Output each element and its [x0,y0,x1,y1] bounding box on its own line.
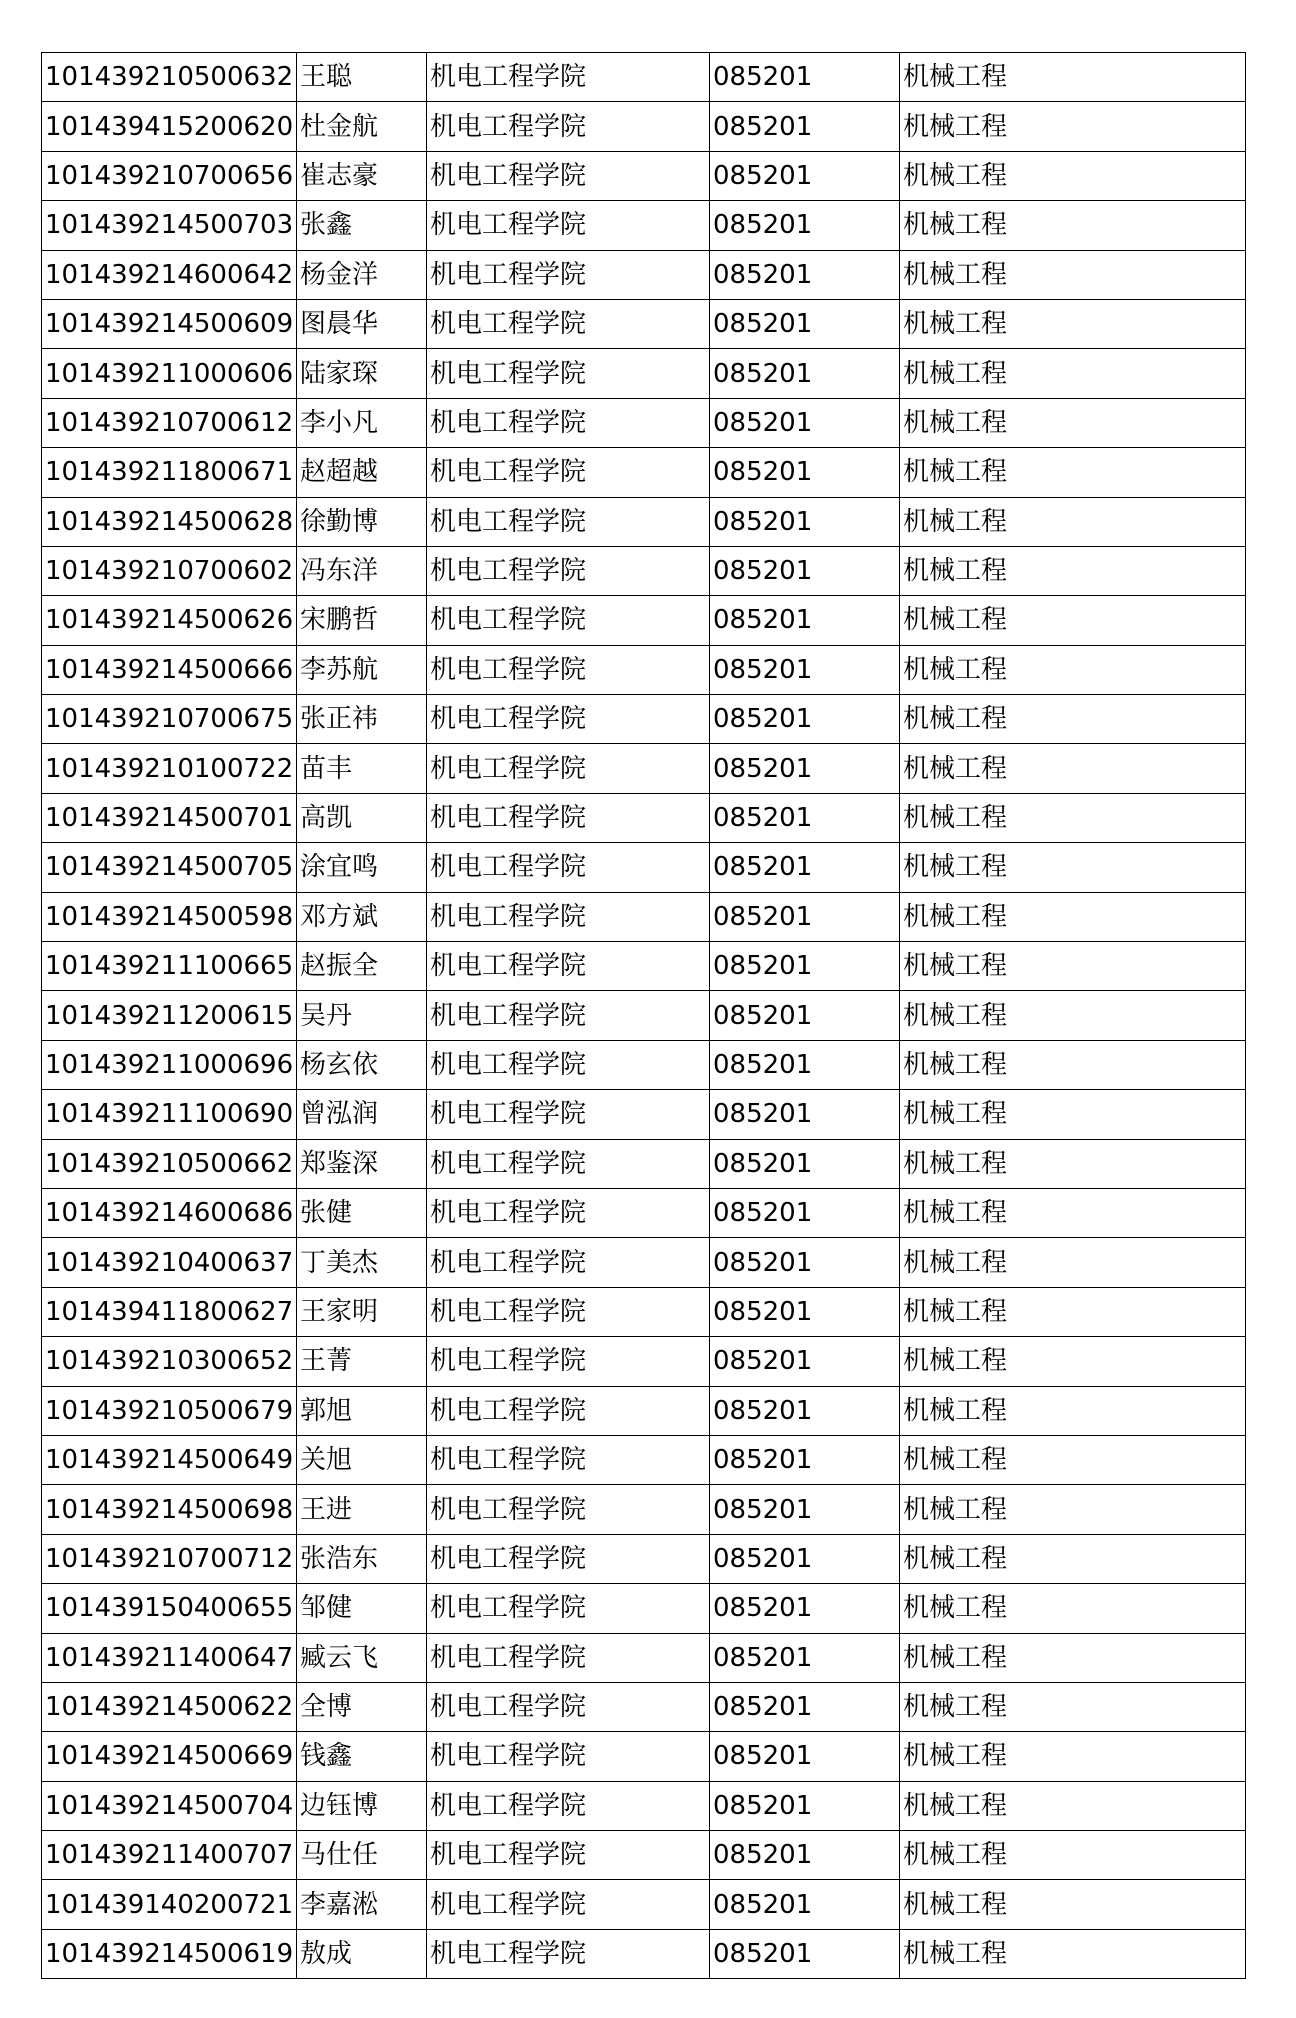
major-name-cell: 机械工程 [900,1682,1246,1731]
name-cell: 徐勤博 [297,497,427,546]
table-row [42,942,1246,991]
table-row [42,1040,1246,1089]
major-name-cell: 机械工程 [900,201,1246,250]
candidate-id-cell: 101439211000606 [42,349,297,398]
candidate-id-cell: 101439415200620 [42,102,297,151]
table-row [42,1682,1246,1731]
candidate-id-cell: 101439211400707 [42,1831,297,1880]
college-cell: 机电工程学院 [427,1435,710,1484]
name-cell: 杨金洋 [297,250,427,299]
name-cell: 臧云飞 [297,1633,427,1682]
candidate-id-cell: 101439214500701 [42,793,297,842]
major-code-cell: 085201 [710,250,900,299]
college-cell: 机电工程学院 [427,1929,710,1978]
name-cell: 李嘉淞 [297,1880,427,1929]
table-row [42,1139,1246,1188]
name-cell: 邹健 [297,1584,427,1633]
major-name-cell: 机械工程 [900,695,1246,744]
candidate-id-cell: 101439211200615 [42,991,297,1040]
major-name-cell: 机械工程 [900,53,1246,102]
college-cell: 机电工程学院 [427,151,710,200]
table-row [42,250,1246,299]
major-code-cell: 085201 [710,1682,900,1731]
name-cell: 郑鉴深 [297,1139,427,1188]
candidate-id-cell: 101439214600686 [42,1188,297,1237]
candidate-id-cell: 101439211400647 [42,1633,297,1682]
candidate-id-cell: 101439210700712 [42,1534,297,1583]
name-cell: 吴丹 [297,991,427,1040]
table-row [42,1337,1246,1386]
table-row [42,546,1246,595]
name-cell: 关旭 [297,1435,427,1484]
college-cell: 机电工程学院 [427,299,710,348]
table-row [42,1287,1246,1336]
table-row [42,1386,1246,1435]
major-code-cell: 085201 [710,299,900,348]
college-cell: 机电工程学院 [427,1287,710,1336]
name-cell: 冯东洋 [297,546,427,595]
major-name-cell: 机械工程 [900,546,1246,595]
college-cell: 机电工程学院 [427,1337,710,1386]
table-row [42,349,1246,398]
candidate-id-cell: 101439211000696 [42,1040,297,1089]
candidate-id-cell: 101439210500662 [42,1139,297,1188]
table-row [42,1781,1246,1830]
major-code-cell: 085201 [710,151,900,200]
major-name-cell: 机械工程 [900,1238,1246,1287]
college-cell: 机电工程学院 [427,1188,710,1237]
candidate-id-cell: 101439210700656 [42,151,297,200]
major-name-cell: 机械工程 [900,1287,1246,1336]
major-name-cell: 机械工程 [900,942,1246,991]
major-name-cell: 机械工程 [900,1337,1246,1386]
college-cell: 机电工程学院 [427,793,710,842]
college-cell: 机电工程学院 [427,1534,710,1583]
college-cell: 机电工程学院 [427,892,710,941]
name-cell: 丁美杰 [297,1238,427,1287]
candidate-id-cell: 101439214500619 [42,1929,297,1978]
candidate-id-cell: 101439214600642 [42,250,297,299]
candidate-id-cell: 101439211100690 [42,1090,297,1139]
candidate-id-cell: 101439214500622 [42,1682,297,1731]
name-cell: 全博 [297,1682,427,1731]
name-cell: 张浩东 [297,1534,427,1583]
candidate-id-cell: 101439210700612 [42,398,297,447]
college-cell: 机电工程学院 [427,201,710,250]
candidate-id-cell: 101439214500703 [42,201,297,250]
major-code-cell: 085201 [710,1139,900,1188]
major-name-cell: 机械工程 [900,250,1246,299]
major-code-cell: 085201 [710,596,900,645]
major-name-cell: 机械工程 [900,1435,1246,1484]
name-cell: 李苏航 [297,645,427,694]
college-cell: 机电工程学院 [427,398,710,447]
candidate-id-cell: 101439214500598 [42,892,297,941]
table-row [42,1534,1246,1583]
major-name-cell: 机械工程 [900,151,1246,200]
name-cell: 王菁 [297,1337,427,1386]
name-cell: 钱鑫 [297,1732,427,1781]
candidate-id-cell: 101439214500669 [42,1732,297,1781]
major-code-cell: 085201 [710,942,900,991]
major-name-cell: 机械工程 [900,793,1246,842]
major-code-cell: 085201 [710,1090,900,1139]
major-code-cell: 085201 [710,1880,900,1929]
table-row [42,1732,1246,1781]
candidate-id-cell: 101439214500626 [42,596,297,645]
candidate-id-cell: 101439210700675 [42,695,297,744]
candidate-id-cell: 101439210700602 [42,546,297,595]
major-code-cell: 085201 [710,1633,900,1682]
major-code-cell: 085201 [710,1732,900,1781]
major-name-cell: 机械工程 [900,645,1246,694]
name-cell: 郭旭 [297,1386,427,1435]
major-code-cell: 085201 [710,1781,900,1830]
table-row [42,892,1246,941]
college-cell: 机电工程学院 [427,645,710,694]
table-row [42,497,1246,546]
name-cell: 高凯 [297,793,427,842]
candidate-id-cell: 101439214500704 [42,1781,297,1830]
major-code-cell: 085201 [710,991,900,1040]
candidate-id-cell: 101439210500632 [42,53,297,102]
candidate-id-cell: 101439214500628 [42,497,297,546]
name-cell: 杨玄依 [297,1040,427,1089]
table-row [42,151,1246,200]
name-cell: 王进 [297,1485,427,1534]
candidate-id-cell: 101439140200721 [42,1880,297,1929]
college-cell: 机电工程学院 [427,1732,710,1781]
table-row [42,102,1246,151]
major-name-cell: 机械工程 [900,1781,1246,1830]
candidate-id-cell: 101439210100722 [42,744,297,793]
college-cell: 机电工程学院 [427,991,710,1040]
major-name-cell: 机械工程 [900,1584,1246,1633]
college-cell: 机电工程学院 [427,349,710,398]
college-cell: 机电工程学院 [427,497,710,546]
major-code-cell: 085201 [710,744,900,793]
candidate-id-cell: 101439210400637 [42,1238,297,1287]
name-cell: 敖成 [297,1929,427,1978]
major-code-cell: 085201 [710,695,900,744]
major-name-cell: 机械工程 [900,991,1246,1040]
major-code-cell: 085201 [710,1534,900,1583]
name-cell: 马仕任 [297,1831,427,1880]
table-row [42,991,1246,1040]
major-code-cell: 085201 [710,349,900,398]
table-row [42,695,1246,744]
major-name-cell: 机械工程 [900,497,1246,546]
table-row [42,744,1246,793]
name-cell: 李小凡 [297,398,427,447]
college-cell: 机电工程学院 [427,1682,710,1731]
college-cell: 机电工程学院 [427,596,710,645]
major-code-cell: 085201 [710,1188,900,1237]
name-cell: 陆家琛 [297,349,427,398]
candidate-id-cell: 101439214500705 [42,843,297,892]
college-cell: 机电工程学院 [427,1633,710,1682]
major-name-cell: 机械工程 [900,1040,1246,1089]
table-row [42,1188,1246,1237]
college-cell: 机电工程学院 [427,1386,710,1435]
name-cell: 张健 [297,1188,427,1237]
major-code-cell: 085201 [710,1238,900,1287]
name-cell: 涂宜鸣 [297,843,427,892]
major-code-cell: 085201 [710,53,900,102]
college-cell: 机电工程学院 [427,53,710,102]
major-name-cell: 机械工程 [900,349,1246,398]
major-code-cell: 085201 [710,1287,900,1336]
college-cell: 机电工程学院 [427,1781,710,1830]
major-code-cell: 085201 [710,201,900,250]
candidate-id-cell: 101439150400655 [42,1584,297,1633]
table-row [42,1090,1246,1139]
college-cell: 机电工程学院 [427,448,710,497]
table-row [42,1831,1246,1880]
college-cell: 机电工程学院 [427,744,710,793]
table-row [42,1880,1246,1929]
table-row [42,398,1246,447]
major-code-cell: 085201 [710,1929,900,1978]
major-name-cell: 机械工程 [900,1831,1246,1880]
name-cell: 图晨华 [297,299,427,348]
name-cell: 宋鹏哲 [297,596,427,645]
name-cell: 边钰博 [297,1781,427,1830]
table-row [42,1584,1246,1633]
table-row [42,201,1246,250]
name-cell: 王家明 [297,1287,427,1336]
college-cell: 机电工程学院 [427,1040,710,1089]
college-cell: 机电工程学院 [427,546,710,595]
major-code-cell: 085201 [710,1435,900,1484]
major-name-cell: 机械工程 [900,1534,1246,1583]
table-row [42,299,1246,348]
college-cell: 机电工程学院 [427,1584,710,1633]
table-row [42,645,1246,694]
major-code-cell: 085201 [710,1040,900,1089]
major-code-cell: 085201 [710,1485,900,1534]
major-name-cell: 机械工程 [900,1485,1246,1534]
table-row [42,1929,1246,1978]
table-row [42,596,1246,645]
table-row [42,1633,1246,1682]
major-name-cell: 机械工程 [900,1386,1246,1435]
name-cell: 杜金航 [297,102,427,151]
name-cell: 曾泓润 [297,1090,427,1139]
major-name-cell: 机械工程 [900,1090,1246,1139]
major-name-cell: 机械工程 [900,1633,1246,1682]
major-name-cell: 机械工程 [900,1139,1246,1188]
major-code-cell: 085201 [710,793,900,842]
major-code-cell: 085201 [710,546,900,595]
major-name-cell: 机械工程 [900,744,1246,793]
candidate-id-cell: 101439214500698 [42,1485,297,1534]
college-cell: 机电工程学院 [427,843,710,892]
major-code-cell: 085201 [710,892,900,941]
major-code-cell: 085201 [710,497,900,546]
candidate-id-cell: 101439210500679 [42,1386,297,1435]
college-cell: 机电工程学院 [427,1238,710,1287]
table-row [42,1435,1246,1484]
college-cell: 机电工程学院 [427,250,710,299]
name-cell: 邓方斌 [297,892,427,941]
college-cell: 机电工程学院 [427,1485,710,1534]
major-name-cell: 机械工程 [900,102,1246,151]
table-row [42,448,1246,497]
college-cell: 机电工程学院 [427,942,710,991]
major-code-cell: 085201 [710,448,900,497]
candidate-id-cell: 101439214500609 [42,299,297,348]
table-row [42,793,1246,842]
major-name-cell: 机械工程 [900,398,1246,447]
major-code-cell: 085201 [710,398,900,447]
major-name-cell: 机械工程 [900,596,1246,645]
candidate-id-cell: 101439211800671 [42,448,297,497]
table-row [42,1485,1246,1534]
major-name-cell: 机械工程 [900,892,1246,941]
table-row [42,1238,1246,1287]
table-row [42,53,1246,102]
candidate-id-cell: 101439210300652 [42,1337,297,1386]
college-cell: 机电工程学院 [427,102,710,151]
major-code-cell: 085201 [710,843,900,892]
college-cell: 机电工程学院 [427,1831,710,1880]
college-cell: 机电工程学院 [427,1139,710,1188]
candidate-id-cell: 101439214500649 [42,1435,297,1484]
major-name-cell: 机械工程 [900,1732,1246,1781]
candidate-id-cell: 101439214500666 [42,645,297,694]
major-code-cell: 085201 [710,102,900,151]
table-row [42,843,1246,892]
name-cell: 张正祎 [297,695,427,744]
major-name-cell: 机械工程 [900,1929,1246,1978]
table-body [42,53,1246,1979]
major-name-cell: 机械工程 [900,448,1246,497]
major-code-cell: 085201 [710,1386,900,1435]
name-cell: 崔志豪 [297,151,427,200]
admission-list-table [41,52,1246,1979]
name-cell: 苗丰 [297,744,427,793]
college-cell: 机电工程学院 [427,1880,710,1929]
major-name-cell: 机械工程 [900,1880,1246,1929]
major-code-cell: 085201 [710,645,900,694]
candidate-id-cell: 101439411800627 [42,1287,297,1336]
name-cell: 赵超越 [297,448,427,497]
name-cell: 张鑫 [297,201,427,250]
name-cell: 赵振全 [297,942,427,991]
college-cell: 机电工程学院 [427,1090,710,1139]
college-cell: 机电工程学院 [427,695,710,744]
major-name-cell: 机械工程 [900,843,1246,892]
major-code-cell: 085201 [710,1337,900,1386]
name-cell: 王聪 [297,53,427,102]
major-name-cell: 机械工程 [900,1188,1246,1237]
major-code-cell: 085201 [710,1831,900,1880]
candidate-id-cell: 101439211100665 [42,942,297,991]
major-code-cell: 085201 [710,1584,900,1633]
major-name-cell: 机械工程 [900,299,1246,348]
